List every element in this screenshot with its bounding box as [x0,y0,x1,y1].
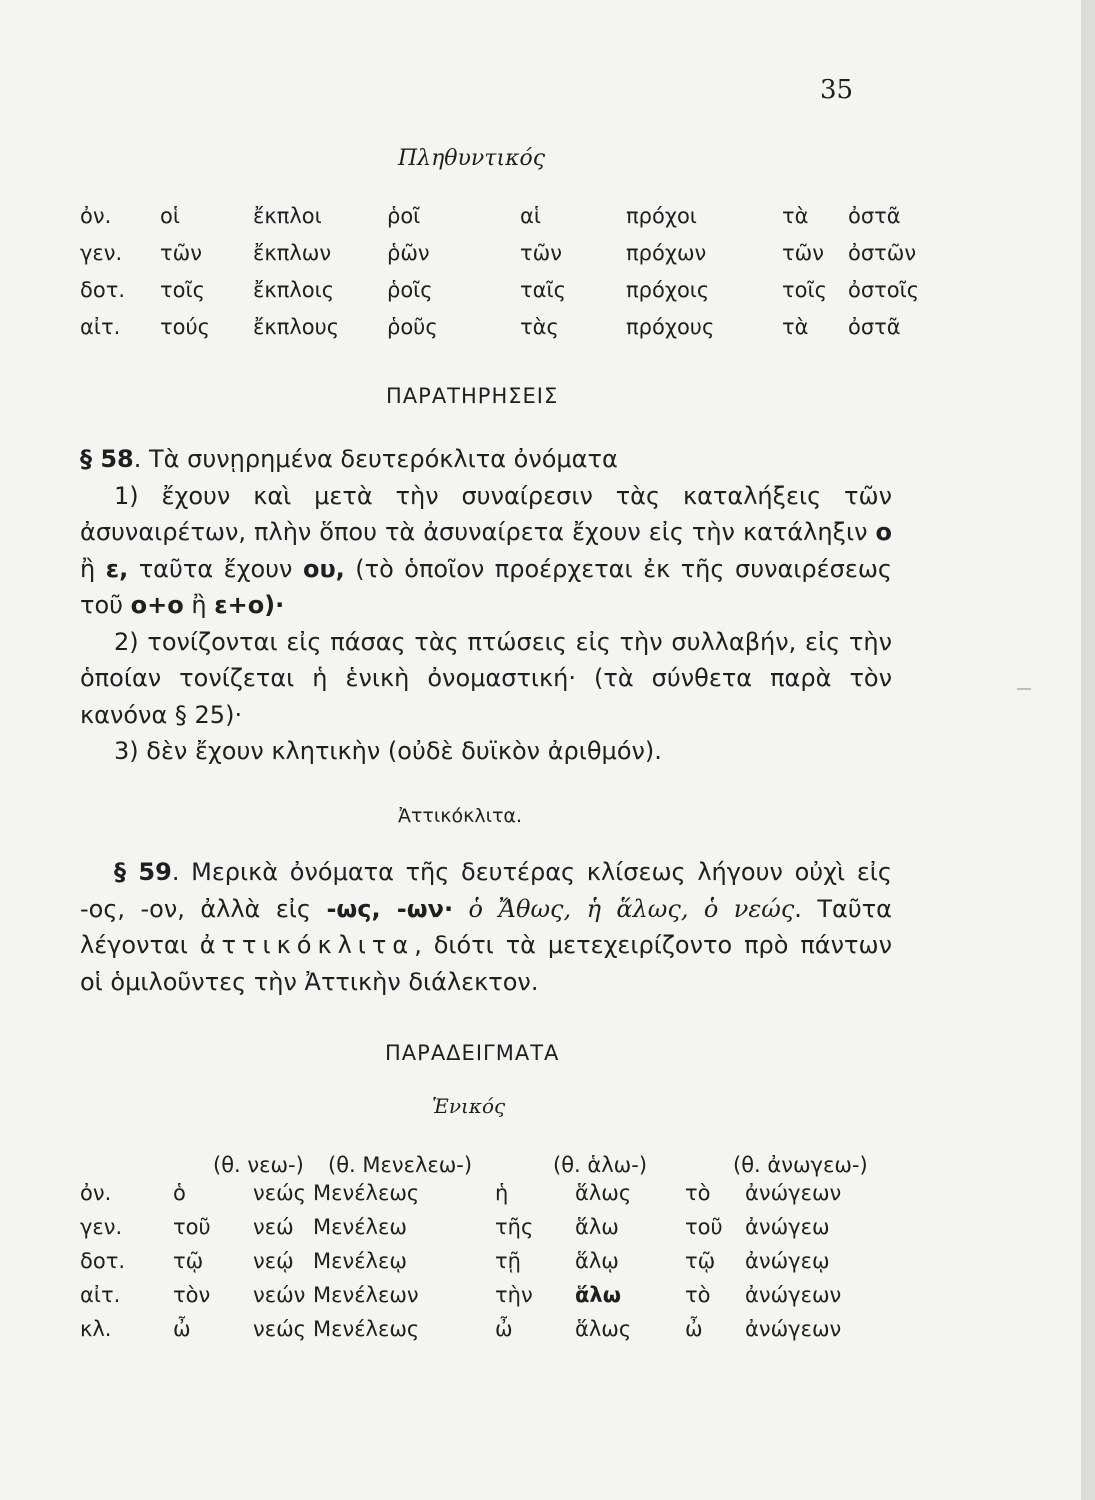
article: τῷ [685,1249,716,1273]
case-label: γεν. [80,1215,123,1239]
theme-label: (θ. Μενελεω-) [328,1152,473,1177]
noun-form: ἅλως [575,1181,632,1205]
conjunction: ἢ [183,591,215,619]
section-59 [80,854,892,1000]
noun-form: ἅλως [575,1317,632,1341]
endings: -ως, -ων· [326,894,454,923]
section-59-text-part: . Μερικὰ ὀνόματα τῆς δευτέρας κλίσεως λήγουν οὐχὶ εἰς -ος, -ον, ἀλλὰ εἰς [80,858,892,923]
article: τῶν [520,240,562,265]
noun-form: Μενέλεως [313,1181,420,1205]
case-label: δοτ. [80,1249,126,1273]
article: ὦ [685,1317,703,1341]
article: τὰ [782,203,809,228]
contraction-o-o: ο+ο [130,591,184,619]
conjunction: ἢ [80,554,106,583]
noun-form: ῥῶν [387,240,430,265]
examples-heading: ΠΑΡΑΔΕΙΓΜΑΤΑ [385,1041,560,1065]
noun-form: πρόχων [626,240,707,265]
noun-form: ἅλω [575,1215,619,1239]
noun-form: ὀστᾶ [848,203,901,228]
noun-form: ῥοῖς [387,277,433,302]
letter-o: ο [875,518,892,546]
article: τὴν [495,1283,533,1307]
article: ὦ [495,1317,513,1341]
plural-declension-table [80,197,968,345]
examples: ὁ Ἄθως, ἡ ἅλως, ὁ νεώς [453,894,795,923]
noun-form: ἔκπλους [253,314,340,339]
noun-form: ῥοῖ [387,203,421,228]
noun-form: Μενέλεως [313,1317,420,1341]
noun-form: ἀνώγεων [745,1317,842,1341]
noun-form: Μενέλεω [313,1215,407,1239]
table-row [80,1312,865,1346]
article: τὸ [685,1283,711,1307]
attic-heading: Ἀττικόκλιτα. [398,805,523,827]
noun-form: ἅλω [575,1283,621,1307]
table-row [80,197,968,234]
table-row [80,1210,865,1244]
noun-form: πρόχους [626,314,715,339]
page-number: 35 [820,75,854,105]
section-59-label: § 59 [114,858,172,886]
noun-form: νεῴ [253,1249,294,1273]
noun-form: νεώ [253,1215,294,1239]
noun-form: νεώς [253,1317,306,1341]
theme-label: (θ. νεω-) [213,1152,304,1177]
section-58-intro [80,441,892,478]
theme-label: (θ. ἁλω-) [553,1152,648,1177]
noun-form: πρόχοις [626,277,710,302]
noun-form: Μενέλεων [313,1283,419,1307]
margin-mark [1017,688,1031,690]
table-row [80,234,968,271]
article: ἡ [495,1181,509,1205]
case-label: ὀν. [80,203,112,228]
plural-heading: Πληθυντικός [398,146,546,171]
article: οἱ [160,203,180,228]
article: τὰ [782,314,809,339]
noun-form: ὀστοῖς [848,277,920,302]
article: τοῦ [685,1215,723,1239]
case-label: αἰτ. [80,1283,121,1307]
case-label: κλ. [80,1317,112,1341]
singular-heading: Ἑνικός [432,1094,506,1118]
article: τοῦ [173,1215,211,1239]
article: τὰς [520,314,559,339]
article: τὸν [173,1283,211,1307]
table-row [80,1176,865,1210]
noun-form: ὀστῶν [848,240,917,265]
letter-e: ε, [105,554,129,583]
observations-heading: ΠΑΡΑΤΗΡΗΣΕΙΣ [386,384,559,408]
noun-form: ἔκπλων [253,240,332,265]
contraction-e-o: ε+ο)· [214,591,285,619]
noun-form: πρόχοι [626,203,697,228]
noun-form: ὀστᾶ [848,314,901,339]
article: αἱ [520,203,541,228]
noun-form: ἔκπλοι [253,203,322,228]
noun-form: ῥοῦς [387,314,438,339]
case-label: δοτ. [80,277,126,302]
rule-2: 2) τονίζονται εἰς πάσας τὰς πτώσεις εἰς τὴν συλλαβήν, εἰς τὴν ὁποίαν τονίζεται ἡ ἑνικὴ ὀνομαστική· (τὰ σύνθετα παρὰ τὸν κανόνα § 25)· [80,627,892,729]
article: τῇ [495,1249,521,1273]
section-59-text-part: , διότι τὰ μετεχειρίζοντο πρὸ πάντων οἱ ὁμιλοῦντες τὴν Ἀττικὴν διάλεκτον. [80,931,892,996]
table-row [80,1278,865,1312]
rule-1-text: ταῦτα ἔχουν [128,554,303,583]
section-58-label: § 58 [80,445,134,473]
noun-form: ἅλῳ [575,1249,619,1273]
article: τῷ [173,1249,204,1273]
rule-1-text: 1) ἔχουν καὶ μετὰ τὴν συναίρεσιν τὰς καταλήξεις τῶν ἀσυναιρέτων, πλὴν ὅπου τὰ ἀσυναίρετα ἔχουν εἰς τὴν κατάληξιν [80,481,892,546]
letters-ou: ου, [302,554,345,583]
term-attikoklita: ἀττικόκλιτα [199,931,415,959]
rule-3: 3) δὲν ἔχουν κλητικὴν (οὐδὲ δυϊκὸν ἀριθμόν). [114,737,662,765]
section-58-intro-text: . Τὰ συνῃρημένα δευτερόκλιτα ὀνόματα [133,445,618,473]
noun-form: ἀνώγεων [745,1283,842,1307]
article: τοῖς [782,277,827,302]
case-label: ὀν. [80,1181,112,1205]
noun-form: νεώς [253,1181,306,1205]
table-row [80,308,968,345]
theme-label: (θ. ἀνωγεω-) [733,1152,868,1177]
article: τῆς [495,1215,534,1239]
article: ταῖς [520,277,566,302]
article: τοῖς [160,277,205,302]
article: τούς [160,314,210,339]
article: τῶν [160,240,202,265]
noun-form: ἀνώγεων [745,1181,842,1205]
noun-form: Μενέλεῳ [313,1249,407,1273]
noun-form: ἀνώγεω [745,1215,830,1239]
case-label: γεν. [80,240,123,265]
case-label: αἰτ. [80,314,121,339]
page-edge-shadow [1081,0,1095,1500]
section-59-text-part: . Ταῦτα λέγονται [80,894,892,959]
table-row [80,271,968,308]
article: τῶν [782,240,824,265]
rule-1 [80,478,892,624]
singular-declension-table [80,1176,865,1346]
noun-form: νεών [253,1283,306,1307]
article: τὸ [685,1181,711,1205]
rule-1-text: (τὸ ὁποῖον προέρχεται ἐκ τῆς συναιρέσεως τοῦ [80,554,892,619]
section-59-text [80,854,892,1000]
noun-form: ἔκπλοις [253,277,335,302]
article: ὦ [173,1317,191,1341]
noun-form: ἀνώγεῳ [745,1249,830,1273]
table-row [80,1244,865,1278]
section-58 [80,441,892,770]
article: ὁ [173,1181,186,1205]
